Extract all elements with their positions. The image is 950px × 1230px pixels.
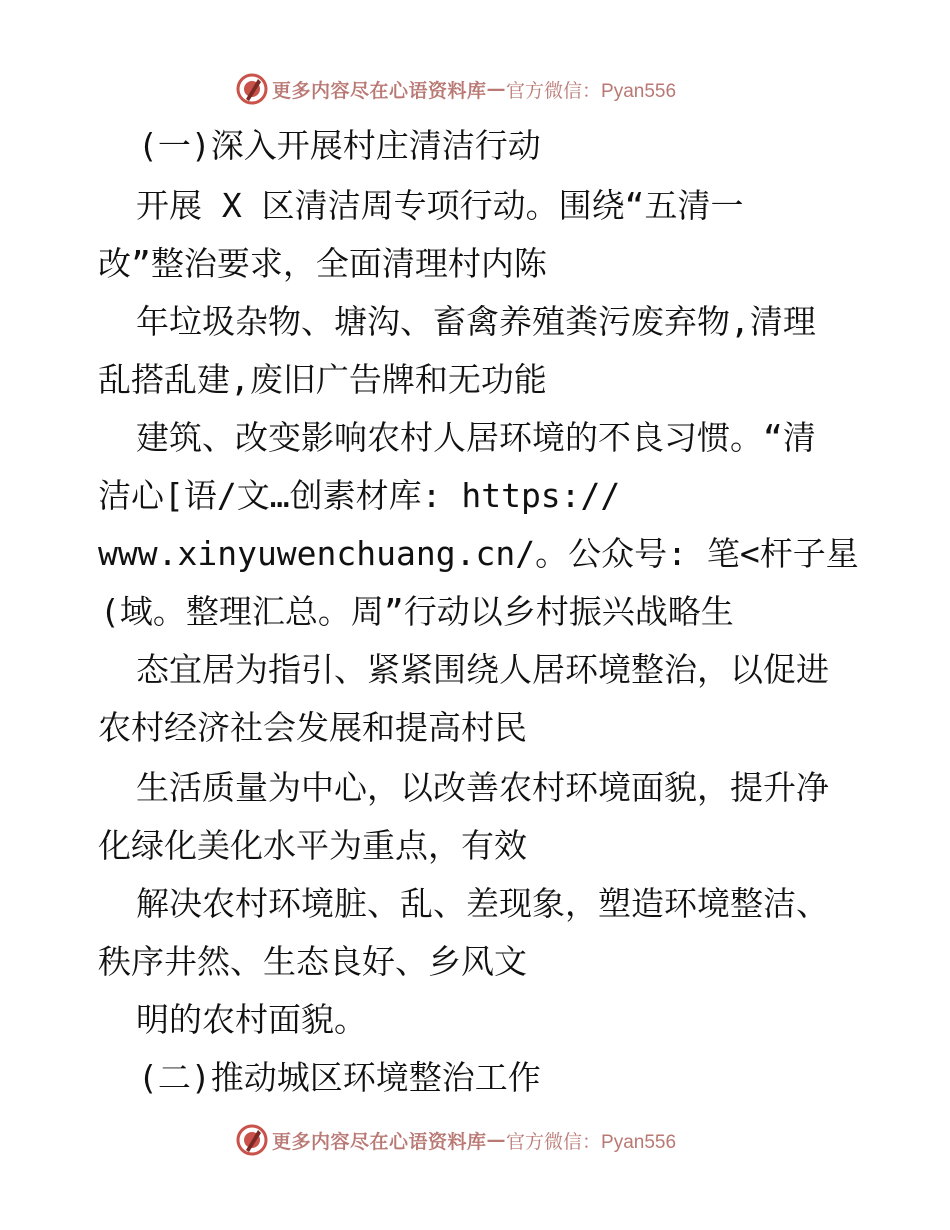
- paragraph-line: 态宜居为指引、紧紧围绕人居环境整治，以促进: [136, 650, 829, 689]
- watermark-banner-top: [236, 72, 676, 106]
- paragraph-line: 洁心[语/文…创素材库: https://: [98, 476, 621, 515]
- watermark-separator: —: [486, 1129, 507, 1151]
- watermark-contact: 官方微信：Pyan556: [506, 1131, 677, 1153]
- paragraph-line: (域。整理汇总。周”行动以乡村振兴战略生: [100, 592, 734, 631]
- watermark-separator: —: [486, 78, 507, 100]
- paragraph-line: 明的农村面貌。: [136, 1000, 367, 1039]
- paragraph-line: 秩序井然、生态良好、乡风文: [98, 942, 527, 981]
- watermark-logo-icon: [236, 73, 268, 105]
- watermark-text: 更多内容尽在心语资料库: [272, 1130, 487, 1153]
- paragraph-line: 开展 X 区清洁周专项行动。围绕“五清一: [136, 186, 744, 225]
- watermark-banner-bottom: [236, 1123, 676, 1157]
- section-heading-2: (二)推动城区环境整治工作: [138, 1058, 541, 1097]
- watermark-logo-icon: [236, 1124, 268, 1156]
- paragraph-line: 年垃圾杂物、塘沟、畜禽养殖粪污废弃物,清理: [136, 302, 816, 341]
- watermark-text: 更多内容尽在心语资料库: [272, 79, 487, 102]
- paragraph-line: www.xinyuwenchuang.cn/。公众号: 笔<杆子星: [98, 534, 859, 573]
- section-heading-1: (一)深入开展村庄清洁行动: [138, 126, 541, 165]
- paragraph-line: 化绿化美化水平为重点，有效: [98, 826, 527, 865]
- paragraph-line: 解决农村环境脏、乱、差现象，塑造环境整洁、: [136, 884, 829, 923]
- paragraph-line: 生活质量为中心，以改善农村环境面貌，提升净: [136, 768, 829, 807]
- paragraph-line: 建筑、改变影响农村人居环境的不良习惯。“清: [136, 418, 816, 457]
- paragraph-line: 乱搭乱建,废旧广告牌和无功能: [98, 360, 547, 399]
- paragraph-line: 改”整治要求，全面清理村内陈: [98, 244, 547, 283]
- paragraph-line: 农村经济社会发展和提高村民: [98, 708, 527, 747]
- watermark-contact: 官方微信：Pyan556: [506, 80, 677, 102]
